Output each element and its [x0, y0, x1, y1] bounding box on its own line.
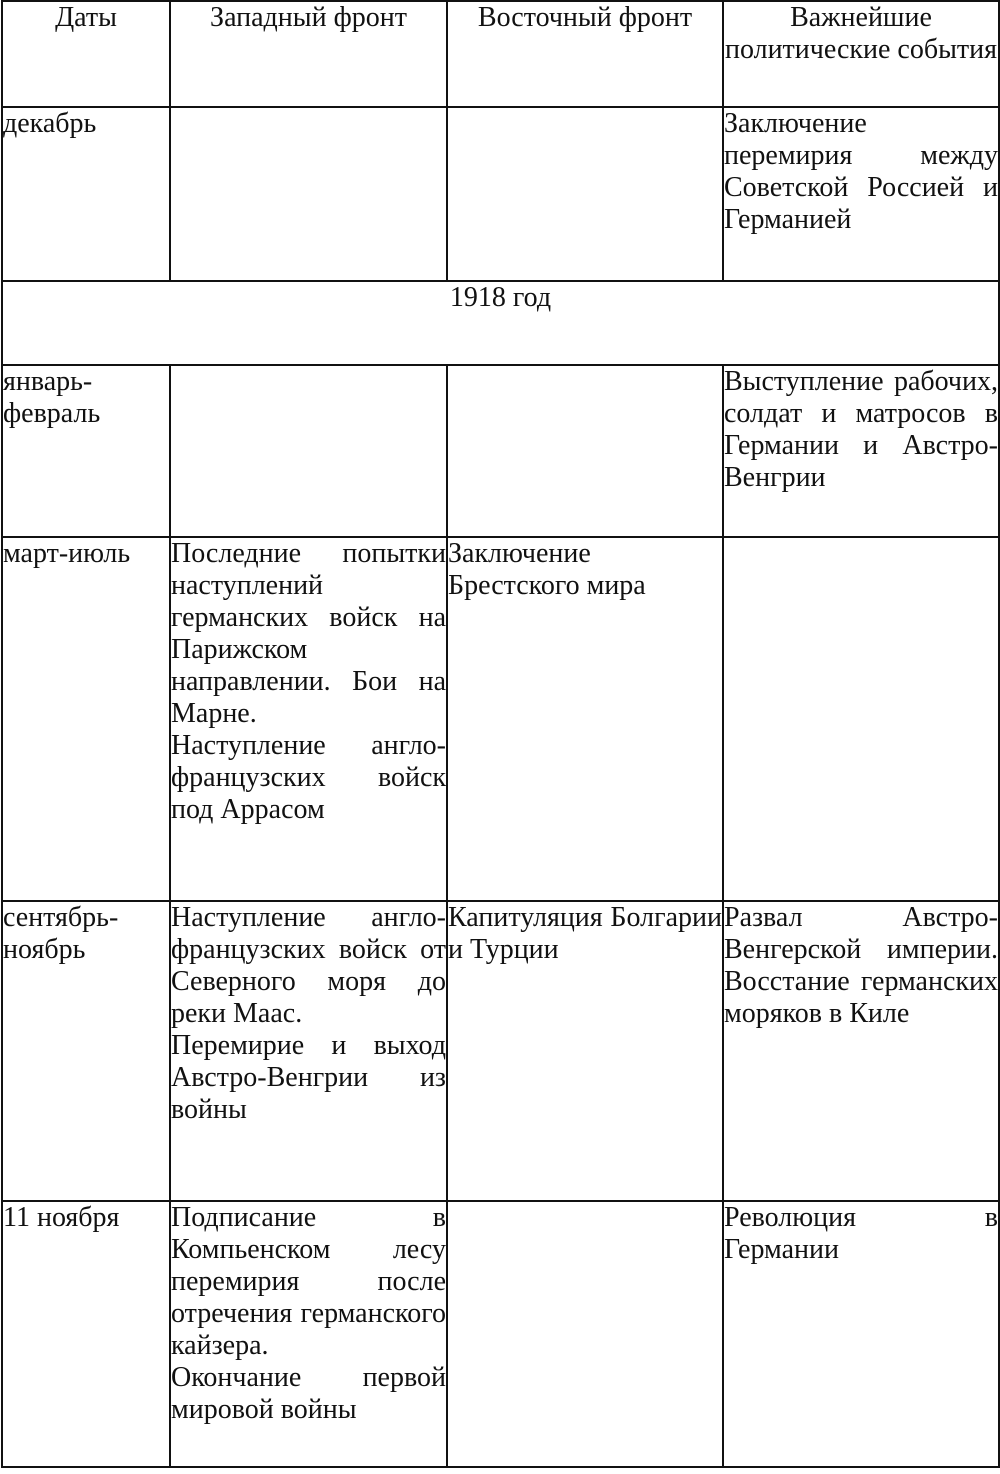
eastern-front-cell — [447, 901, 723, 1201]
event-text: Наступление англо-французских войск под Аррасом — [171, 730, 446, 825]
event-text: Революция в Германии — [724, 1202, 998, 1265]
political-events-cell — [723, 901, 999, 1201]
timeline-table — [1, 0, 1000, 1468]
year-heading: 1918 год — [2, 281, 999, 365]
header-political-events: Важнейшие политические события — [723, 1, 999, 107]
date-cell: март-июль — [2, 537, 170, 901]
western-front-cell — [170, 107, 447, 281]
event-text: Наступление англо-французских войск от Северного моря до реки Маас. — [171, 902, 446, 1029]
eastern-front-cell — [447, 537, 723, 901]
western-front-cell — [170, 537, 447, 901]
event-text: Заключение Брестского мира — [448, 538, 646, 601]
header-eastern-front: Восточный фронт — [447, 1, 723, 107]
table-row-december — [2, 107, 999, 281]
eastern-front-cell — [447, 107, 723, 281]
event-text: Выступление рабочих, солдат и матросов в Германии и Австро-Венгрии — [724, 366, 998, 493]
political-events-cell — [723, 537, 999, 901]
political-events-cell — [723, 365, 999, 537]
event-text: Капитуляция Болгарии и Турции — [448, 902, 722, 965]
date-cell: сентябрь-ноябрь — [2, 901, 170, 1201]
event-text: Развал Австро-Венгерской империи. Восстание германских моряков в Киле — [724, 902, 998, 1029]
date-cell: 11 ноября — [2, 1201, 170, 1467]
event-text: Подписание в Компьенском лесу перемирия после отречения германского кайзера. — [171, 1202, 446, 1361]
western-front-cell — [170, 1201, 447, 1467]
header-western-front: Западный фронт — [170, 1, 447, 107]
event-text: Последние попытки наступлений германских войск на Парижском направлении. Бои на Марне. — [171, 538, 446, 729]
western-front-cell — [170, 365, 447, 537]
event-text: Заключение перемирия между Советской Россией и Германией — [724, 108, 998, 235]
political-events-cell — [723, 1201, 999, 1467]
date-cell: декабрь — [2, 107, 170, 281]
date-cell: январь-февраль — [2, 365, 170, 537]
table-row-january-february — [2, 365, 999, 537]
event-text: Перемирие и выход Австро-Венгрии из войны — [171, 1030, 446, 1125]
event-text: Окончание первой мировой войны — [171, 1362, 446, 1425]
table-row-september-november — [2, 901, 999, 1201]
political-events-cell — [723, 107, 999, 281]
header-dates: Даты — [2, 1, 170, 107]
eastern-front-cell — [447, 365, 723, 537]
eastern-front-cell — [447, 1201, 723, 1467]
table-row-november-11 — [2, 1201, 999, 1467]
header-row — [2, 1, 999, 107]
table-row-march-july — [2, 537, 999, 901]
western-front-cell — [170, 901, 447, 1201]
section-row-1918 — [2, 281, 999, 365]
